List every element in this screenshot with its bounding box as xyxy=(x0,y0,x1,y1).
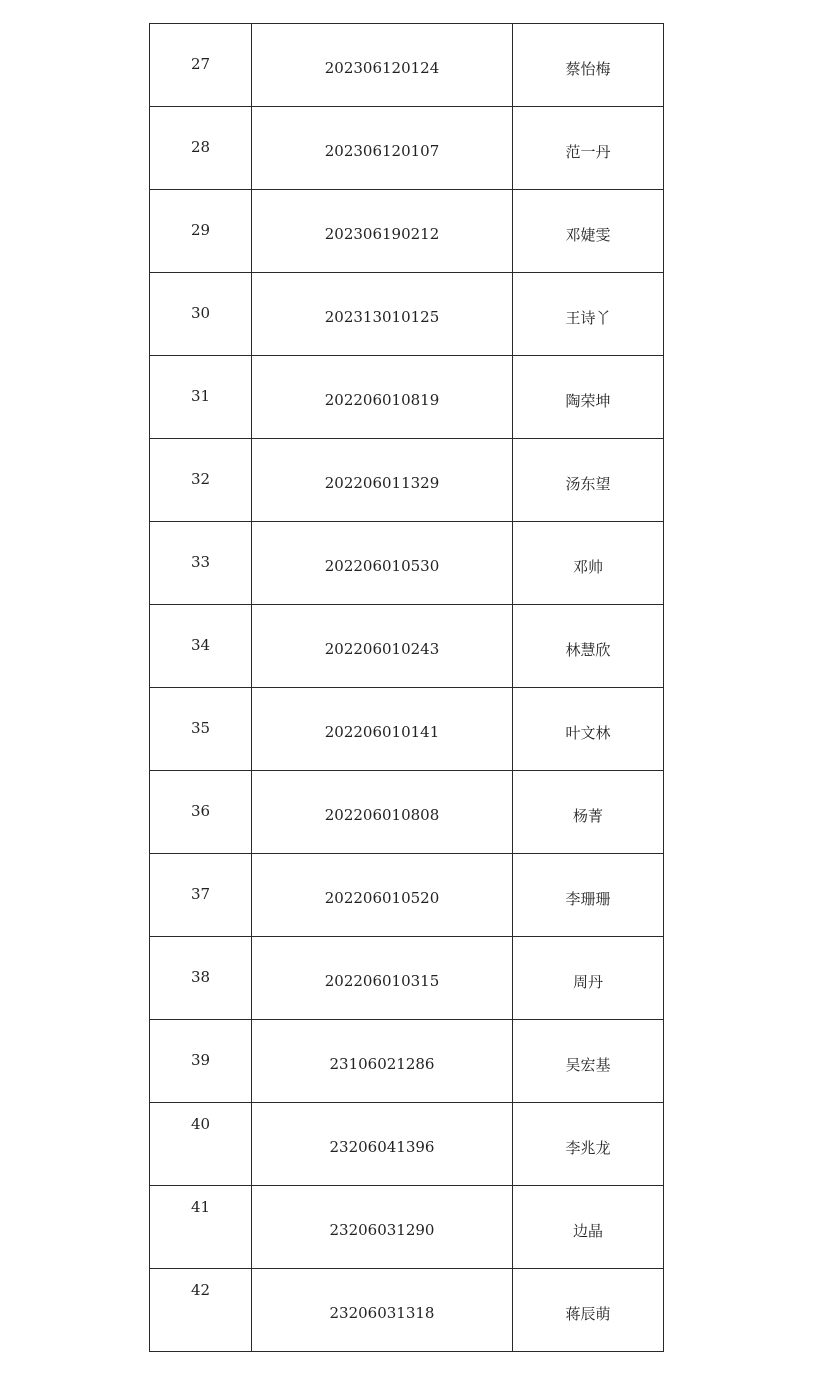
row-number: 30 xyxy=(190,304,211,322)
table-row xyxy=(150,937,664,1020)
student-id-cell xyxy=(252,356,513,439)
student-name-cell xyxy=(513,1020,664,1103)
table-row xyxy=(150,190,664,273)
row-number: 32 xyxy=(190,470,211,488)
student-name: 陶荣坤 xyxy=(565,391,611,410)
student-id: 202206010808 xyxy=(324,806,440,824)
student-id-cell xyxy=(252,107,513,190)
student-id: 23106021286 xyxy=(329,1055,435,1073)
table-row xyxy=(150,771,664,854)
student-id-cell xyxy=(252,24,513,107)
row-number: 31 xyxy=(190,387,211,405)
student-name: 邓帅 xyxy=(572,557,603,576)
student-id-cell xyxy=(252,688,513,771)
student-name: 李珊珊 xyxy=(565,889,611,908)
student-name: 边晶 xyxy=(572,1221,603,1240)
row-number-wrapper xyxy=(150,1103,251,1185)
table-row xyxy=(150,522,664,605)
row-number-cell xyxy=(150,1103,252,1186)
student-id: 202206010530 xyxy=(324,557,440,575)
student-name-cell xyxy=(513,439,664,522)
student-name-cell xyxy=(513,522,664,605)
student-name: 王诗丫 xyxy=(565,308,611,327)
student-id-cell xyxy=(252,190,513,273)
student-name: 叶文林 xyxy=(565,723,611,742)
student-name-cell xyxy=(513,107,664,190)
row-number-wrapper xyxy=(150,688,251,770)
student-name-cell xyxy=(513,1186,664,1269)
row-number: 35 xyxy=(190,719,211,737)
student-id-cell xyxy=(252,605,513,688)
row-number: 41 xyxy=(190,1198,211,1216)
row-number-wrapper xyxy=(150,1020,251,1102)
student-name-cell xyxy=(513,1269,664,1352)
row-number-cell xyxy=(150,937,252,1020)
row-number-wrapper xyxy=(150,273,251,355)
student-name: 邓婕雯 xyxy=(565,225,611,244)
row-number-wrapper xyxy=(150,356,251,438)
row-number-cell xyxy=(150,522,252,605)
student-id-cell xyxy=(252,439,513,522)
roster-table-body xyxy=(150,24,664,1352)
student-name-cell xyxy=(513,605,664,688)
table-row xyxy=(150,24,664,107)
student-id-cell xyxy=(252,1186,513,1269)
row-number-wrapper xyxy=(150,605,251,687)
row-number-wrapper xyxy=(150,771,251,853)
row-number-cell xyxy=(150,1020,252,1103)
student-id: 23206041396 xyxy=(329,1138,435,1156)
table-row xyxy=(150,439,664,522)
student-name: 蒋辰萌 xyxy=(565,1304,611,1323)
row-number-wrapper xyxy=(150,1269,251,1351)
table-row xyxy=(150,1186,664,1269)
table-row xyxy=(150,1020,664,1103)
row-number-wrapper xyxy=(150,107,251,189)
row-number-wrapper xyxy=(150,190,251,272)
roster-table xyxy=(149,23,664,1352)
student-name-cell xyxy=(513,190,664,273)
student-id: 202206010243 xyxy=(324,640,440,658)
row-number-cell xyxy=(150,107,252,190)
row-number-wrapper xyxy=(150,522,251,604)
row-number-wrapper xyxy=(150,854,251,936)
row-number: 28 xyxy=(190,138,211,156)
row-number-cell xyxy=(150,439,252,522)
student-id: 202206010819 xyxy=(324,391,440,409)
row-number-cell xyxy=(150,605,252,688)
student-id-cell xyxy=(252,1020,513,1103)
table-row xyxy=(150,273,664,356)
student-id: 202306120107 xyxy=(324,142,440,160)
row-number-cell xyxy=(150,190,252,273)
student-name: 吴宏基 xyxy=(565,1055,611,1074)
student-name: 周丹 xyxy=(572,972,603,991)
row-number: 38 xyxy=(190,968,211,986)
row-number: 36 xyxy=(190,802,211,820)
row-number-cell xyxy=(150,771,252,854)
student-name: 范一丹 xyxy=(565,142,611,161)
student-name-cell xyxy=(513,356,664,439)
row-number: 37 xyxy=(190,885,211,903)
student-id: 202206011329 xyxy=(324,474,440,492)
student-name: 汤东望 xyxy=(565,474,611,493)
student-id: 202206010315 xyxy=(324,972,440,990)
table-row xyxy=(150,107,664,190)
row-number-wrapper xyxy=(150,1186,251,1268)
row-number-cell xyxy=(150,1269,252,1352)
student-id: 202306120124 xyxy=(324,59,440,77)
student-id: 23206031318 xyxy=(329,1304,435,1322)
table-row xyxy=(150,356,664,439)
student-id-cell xyxy=(252,1103,513,1186)
row-number-cell xyxy=(150,1186,252,1269)
student-id: 202206010141 xyxy=(324,723,440,741)
student-name-cell xyxy=(513,24,664,107)
student-name: 蔡怡梅 xyxy=(565,59,611,78)
table-row xyxy=(150,1269,664,1352)
student-id: 202313010125 xyxy=(324,308,440,326)
row-number-wrapper xyxy=(150,439,251,521)
student-id: 202206010520 xyxy=(324,889,440,907)
student-name-cell xyxy=(513,854,664,937)
student-name: 杨菁 xyxy=(572,806,603,825)
student-id-cell xyxy=(252,273,513,356)
table-row xyxy=(150,605,664,688)
student-id-cell xyxy=(252,522,513,605)
student-name-cell xyxy=(513,937,664,1020)
row-number-cell xyxy=(150,24,252,107)
student-id-cell xyxy=(252,1269,513,1352)
row-number: 27 xyxy=(190,55,211,73)
row-number-cell xyxy=(150,273,252,356)
row-number-wrapper xyxy=(150,937,251,1019)
row-number-cell xyxy=(150,854,252,937)
row-number: 42 xyxy=(190,1281,211,1299)
table-row xyxy=(150,1103,664,1186)
student-name-cell xyxy=(513,273,664,356)
student-id: 202306190212 xyxy=(324,225,440,243)
student-name: 李兆龙 xyxy=(565,1138,611,1157)
row-number: 33 xyxy=(190,553,211,571)
student-name-cell xyxy=(513,771,664,854)
row-number-wrapper xyxy=(150,24,251,106)
table-row xyxy=(150,854,664,937)
row-number: 34 xyxy=(190,636,211,654)
student-id-cell xyxy=(252,937,513,1020)
student-name-cell xyxy=(513,1103,664,1186)
row-number: 40 xyxy=(190,1115,211,1133)
student-name: 林慧欣 xyxy=(565,640,611,659)
row-number: 39 xyxy=(190,1051,211,1069)
student-id-cell xyxy=(252,854,513,937)
row-number-cell xyxy=(150,356,252,439)
student-name-cell xyxy=(513,688,664,771)
row-number: 29 xyxy=(190,221,211,239)
table-row xyxy=(150,688,664,771)
student-id-cell xyxy=(252,771,513,854)
student-id: 23206031290 xyxy=(329,1221,435,1239)
row-number-cell xyxy=(150,688,252,771)
